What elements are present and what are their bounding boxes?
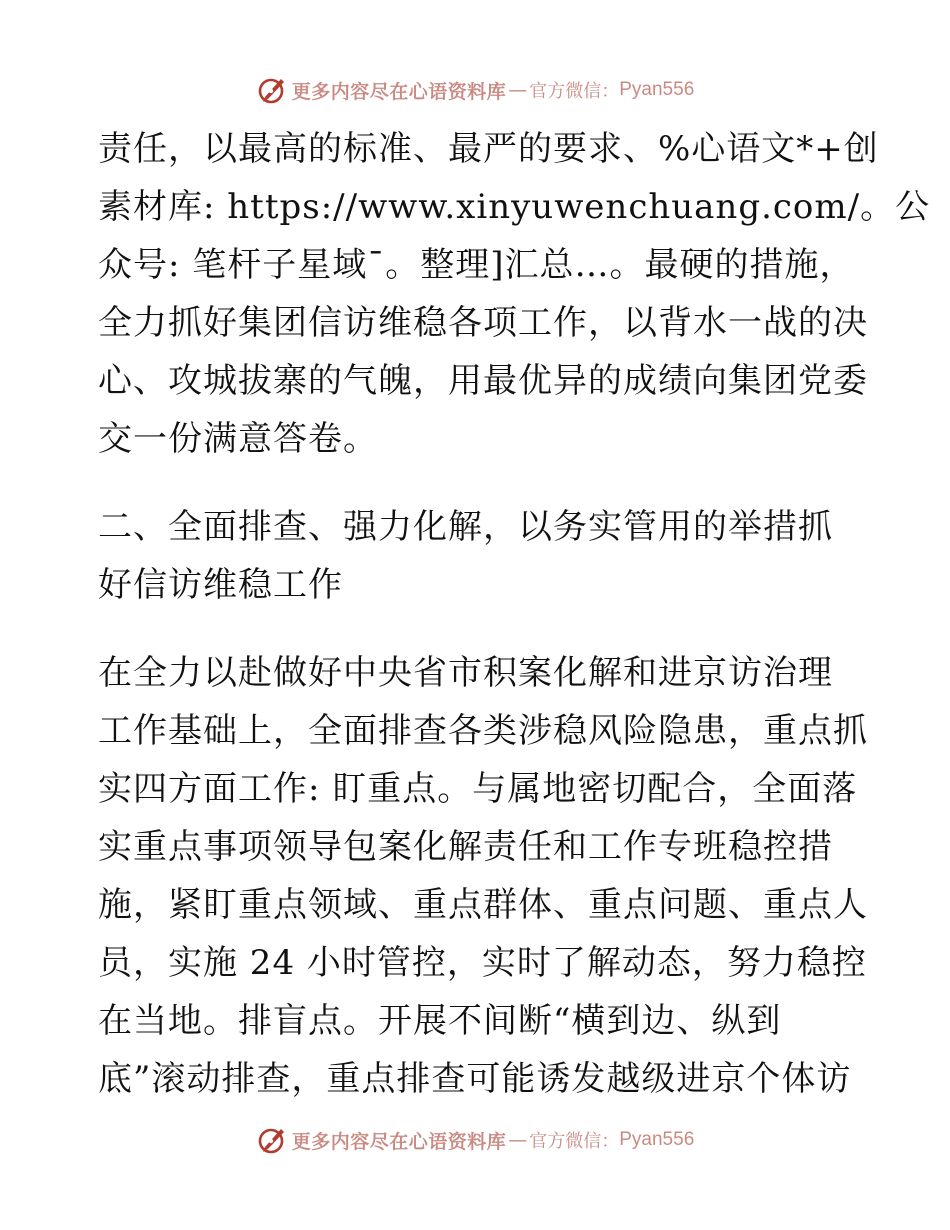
text-line: 施，紧盯重点领域、重点群体、重点问题、重点人	[98, 885, 868, 925]
section-heading	[98, 498, 858, 614]
text-line: 交一份满意答卷。	[98, 419, 378, 459]
heading-line: 好信访维稳工作	[98, 565, 343, 605]
banner-wechat-id: Pyan556	[619, 1129, 695, 1150]
banner-title: 更多内容尽在心语资料库	[291, 1130, 507, 1153]
paragraph-responsibility	[98, 120, 931, 468]
text-line: 在全力以赴做好中央省市积案化解和进京访治理	[98, 653, 833, 693]
banner-wechat-label: 官方微信：	[529, 1131, 620, 1152]
document-body	[98, 120, 931, 1108]
heading-line: 二、全面排查、强力化解，以务实管用的举措抓	[98, 507, 833, 547]
text-line: 责任，以最高的标准、最严的要求、%心语文*+创	[98, 129, 879, 169]
header-banner	[0, 70, 950, 110]
banner-wechat-id: Pyan556	[619, 79, 695, 100]
text-line: 底”滚动排查，重点排查可能诱发越级进京个体访	[98, 1059, 852, 1099]
text-line: 在当地。排盲点。开展不间断“横到边、纵到	[98, 1001, 782, 1041]
text-line: 心、攻城拔寨的气魄，用最优异的成绩向集团党委	[98, 361, 868, 401]
footer-banner	[0, 1120, 950, 1160]
quill-in-circle-logo-icon	[256, 1124, 288, 1156]
text-line: 众号: 笔杆子星域¯。整理]汇总…。最硬的措施，	[98, 245, 855, 285]
text-line: 素材库: https://www.xinyuwenchuang.com/。公	[98, 187, 931, 227]
banner-title: 更多内容尽在心语资料库	[291, 80, 507, 103]
text-line: 实重点事项领导包案化解责任和工作专班稳控措	[98, 827, 833, 867]
banner-separator: —	[508, 79, 528, 101]
text-line: 工作基础上，全面排查各类涉稳风险隐患，重点抓	[98, 711, 868, 751]
banner-separator: —	[508, 1129, 528, 1151]
banner-wechat-label: 官方微信：	[529, 81, 620, 102]
text-line: 员，实施 24 小时管控，实时了解动态，努力稳控	[98, 943, 867, 983]
text-line: 实四方面工作: 盯重点。与属地密切配合，全面落	[98, 769, 858, 809]
text-line: 全力抓好集团信访维稳各项工作，以背水一战的决	[98, 303, 868, 343]
quill-in-circle-logo-icon	[256, 74, 288, 106]
paragraph-investigation	[98, 644, 868, 1108]
